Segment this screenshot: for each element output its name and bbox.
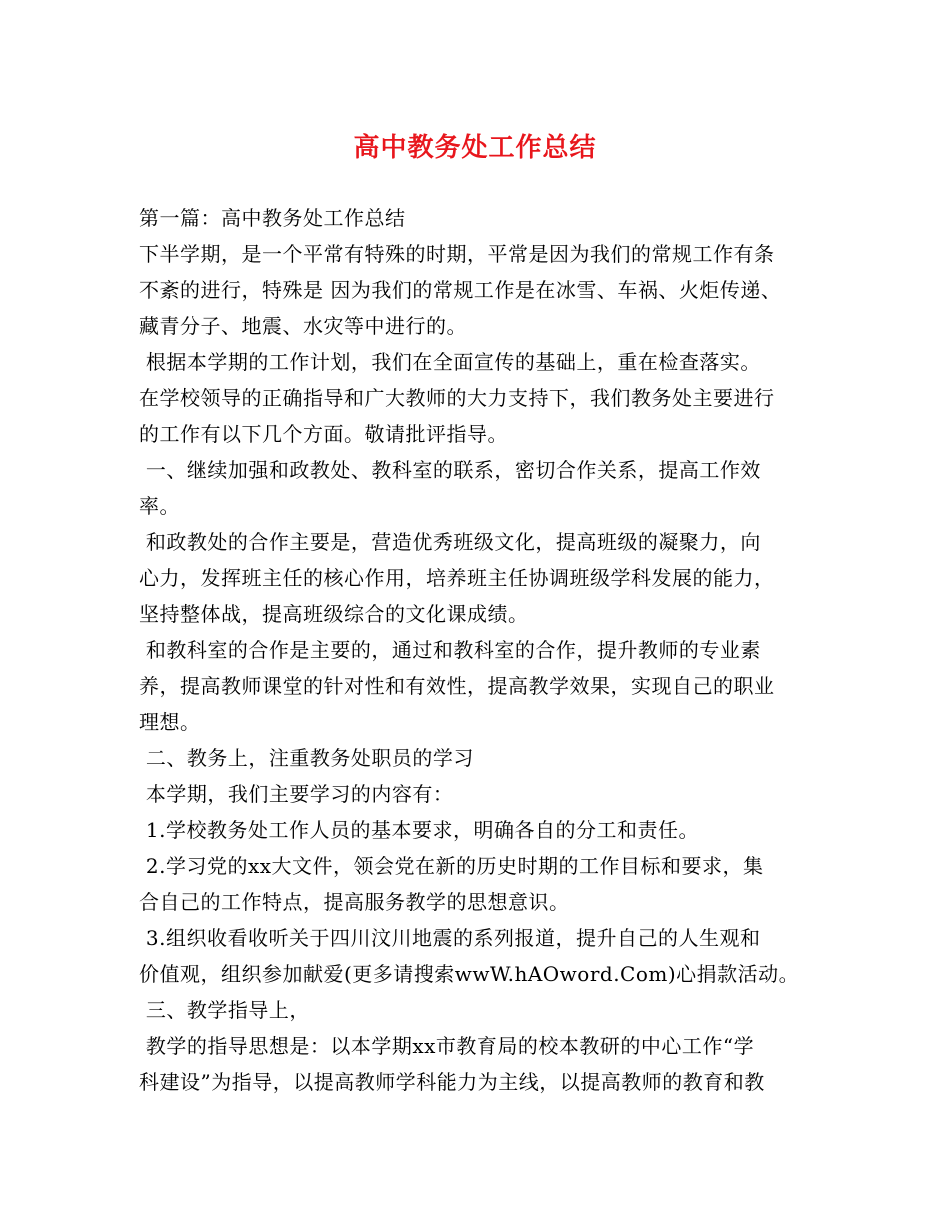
text-line: 科建设”为指导，以提高教师学科能力为主线，以提高教师的教育和教 xyxy=(139,1070,765,1094)
text-line: 3.组织收看收听关于四川汶川地震的系列报道，提升自己的人生观和 xyxy=(139,926,761,950)
text-line: 藏青分子、地震、水灾等中进行的。 xyxy=(139,314,467,338)
text-line: 价值观，组织参加献爱(更多请搜索wwW.hAOword.Com)心捐款活动。 xyxy=(139,962,800,986)
text-line: 本学期，我们主要学习的内容有： xyxy=(139,782,454,806)
text-line: 1.学校教务处工作人员的基本要求，明确各自的分工和责任。 xyxy=(139,818,699,842)
text-line: 和政教处的合作主要是，营造优秀班级文化，提高班级的凝聚力，向 xyxy=(139,530,761,554)
text-line: 第一篇：高中教务处工作总结 xyxy=(139,206,406,230)
text-line: 理想。 xyxy=(139,710,201,734)
text-line: 合自己的工作特点，提高服务教学的思想意识。 xyxy=(139,890,570,914)
text-line: 和教科室的合作是主要的，通过和教科室的合作，提升教师的专业素 xyxy=(139,638,761,662)
text-line: 2.学习党的xx大文件，领会党在新的历史时期的工作目标和要求，集 xyxy=(139,854,764,878)
text-line: 的工作有以下几个方面。敬请批评指导。 xyxy=(139,422,508,446)
text-line: 在学校领导的正确指导和广大教师的大力支持下，我们教务处主要进行 xyxy=(139,386,775,410)
text-line: 三、教学指导上， xyxy=(139,998,310,1022)
text-line: 坚持整体战，提高班级综合的文化课成绩。 xyxy=(139,602,529,626)
document-title: 高中教务处工作总结 xyxy=(353,133,597,163)
text-line: 养，提高教师课堂的针对性和有效性，提高教学效果，实现自己的职业 xyxy=(139,674,775,698)
text-line: 教学的指导思想是：以本学期xx市教育局的校本教研的中心工作“学 xyxy=(139,1034,755,1058)
text-line: 率。 xyxy=(139,494,180,518)
document-body xyxy=(139,200,839,1100)
text-line: 不紊的进行，特殊是 因为我们的常规工作是在冰雪、车祸、火炬传递、 xyxy=(139,278,782,302)
text-line: 心力，发挥班主任的核心作用，培养班主任协调班级学科发展的能力， xyxy=(139,566,775,590)
text-line: 一、继续加强和政教处、教科室的联系，密切合作关系，提高工作效 xyxy=(139,458,761,482)
text-line: 下半学期，是一个平常有特殊的时期，平常是因为我们的常规工作有条 xyxy=(139,242,775,266)
text-line: 二、教务上，注重教务处职员的学习 xyxy=(139,746,474,770)
text-line: 根据本学期的工作计划，我们在全面宣传的基础上，重在检查落实。 xyxy=(139,350,761,374)
